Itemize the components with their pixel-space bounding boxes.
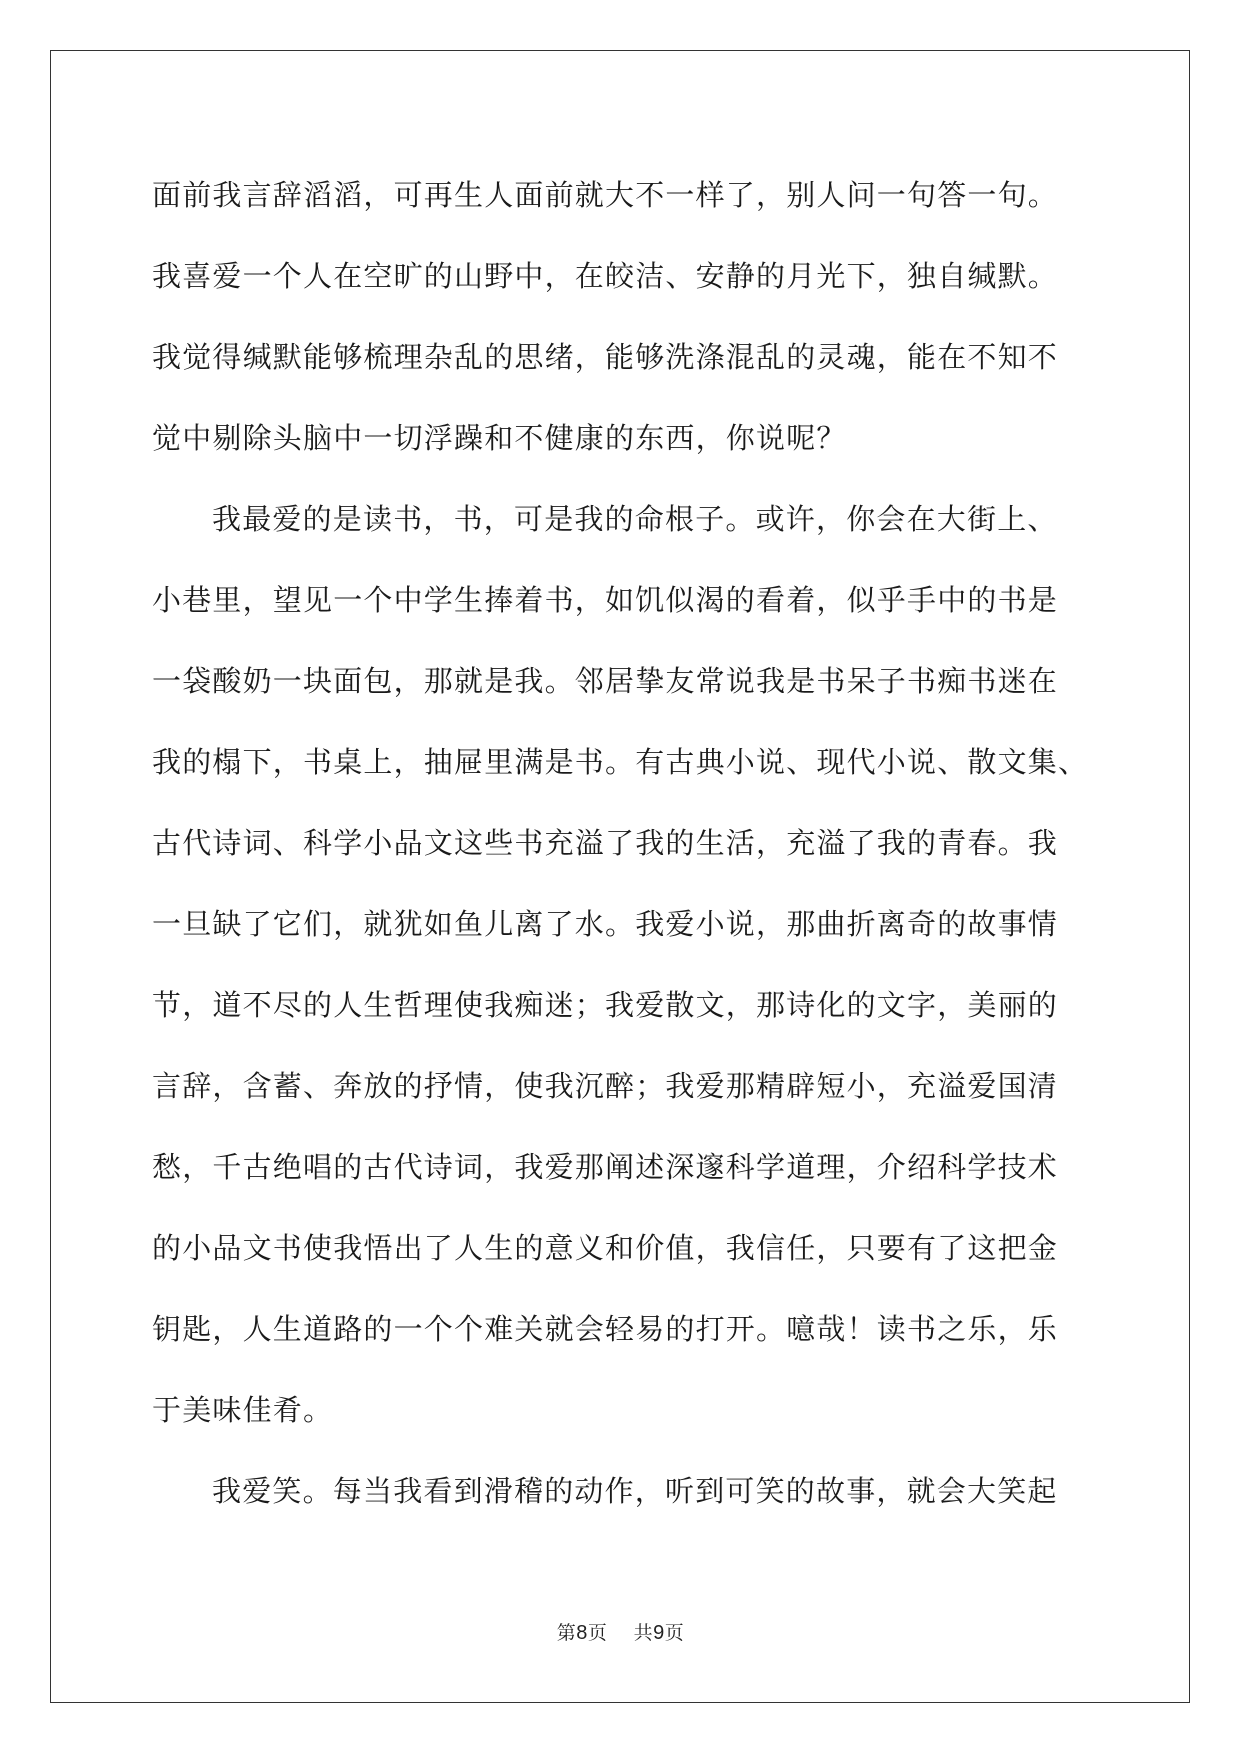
document-body <box>152 155 1092 1532</box>
page-suffix: 页 <box>587 1622 608 1644</box>
text-line: 觉中剔除头脑中一切浮躁和不健康的东西，你说呢？ <box>152 421 847 455</box>
text-line: 小巷里，望见一个中学生捧着书，如饥似渴的看着，似乎手中的书是 <box>152 583 1059 617</box>
paragraph <box>152 479 1092 1451</box>
text-line: 我最爱的是读书，书，可是我的命根子。或许，你会在大街上、 <box>212 502 1058 536</box>
text-line: 我的榻下，书桌上，抽屉里满是书。有古典小说、现代小说、散文集、 <box>152 745 1089 779</box>
text-line: 面前我言辞滔滔，可再生人面前就大不一样了，别人问一句答一句。 <box>152 178 1059 212</box>
total-suffix: 页 <box>664 1622 685 1644</box>
text-line: 一袋酸奶一块面包，那就是我。邻居挚友常说我是书呆子书痴书迷在 <box>152 664 1059 698</box>
text-line: 我觉得缄默能够梳理杂乱的思绪，能够洗涤混乱的灵魂，能在不知不 <box>152 340 1059 374</box>
page-footer <box>0 1618 1241 1645</box>
total-prefix: 共 <box>633 1622 654 1644</box>
text-line: 我爱笑。每当我看到滑稽的动作，听到可笑的故事，就会大笑起 <box>212 1474 1058 1508</box>
text-line: 节，道不尽的人生哲理使我痴迷；我爱散文，那诗化的文字，美丽的 <box>152 988 1059 1022</box>
text-line: 我喜爱一个人在空旷的山野中，在皎洁、安静的月光下，独自缄默。 <box>152 259 1059 293</box>
text-line: 古代诗词、科学小品文这些书充溢了我的生活，充溢了我的青春。我 <box>152 826 1059 860</box>
text-line: 于美味佳肴。 <box>152 1393 334 1427</box>
total-pages: 9 <box>653 1622 665 1644</box>
text-line: 愁，千古绝唱的古代诗词，我爱那阐述深邃科学道理，介绍科学技术 <box>152 1150 1059 1184</box>
paragraph <box>152 1451 1092 1532</box>
text-line: 言辞，含蓄、奔放的抒情，使我沉醉；我爱那精辟短小，充溢爱国清 <box>152 1069 1059 1103</box>
text-line: 的小品文书使我悟出了人生的意义和价值，我信任，只要有了这把金 <box>152 1231 1059 1265</box>
page-number: 8 <box>576 1622 588 1644</box>
paragraph <box>152 155 1092 479</box>
text-line: 钥匙，人生道路的一个个难关就会轻易的打开。噫哉！读书之乐，乐 <box>152 1312 1059 1346</box>
page-prefix: 第 <box>556 1622 577 1644</box>
text-line: 一旦缺了它们，就犹如鱼儿离了水。我爱小说，那曲折离奇的故事情 <box>152 907 1059 941</box>
